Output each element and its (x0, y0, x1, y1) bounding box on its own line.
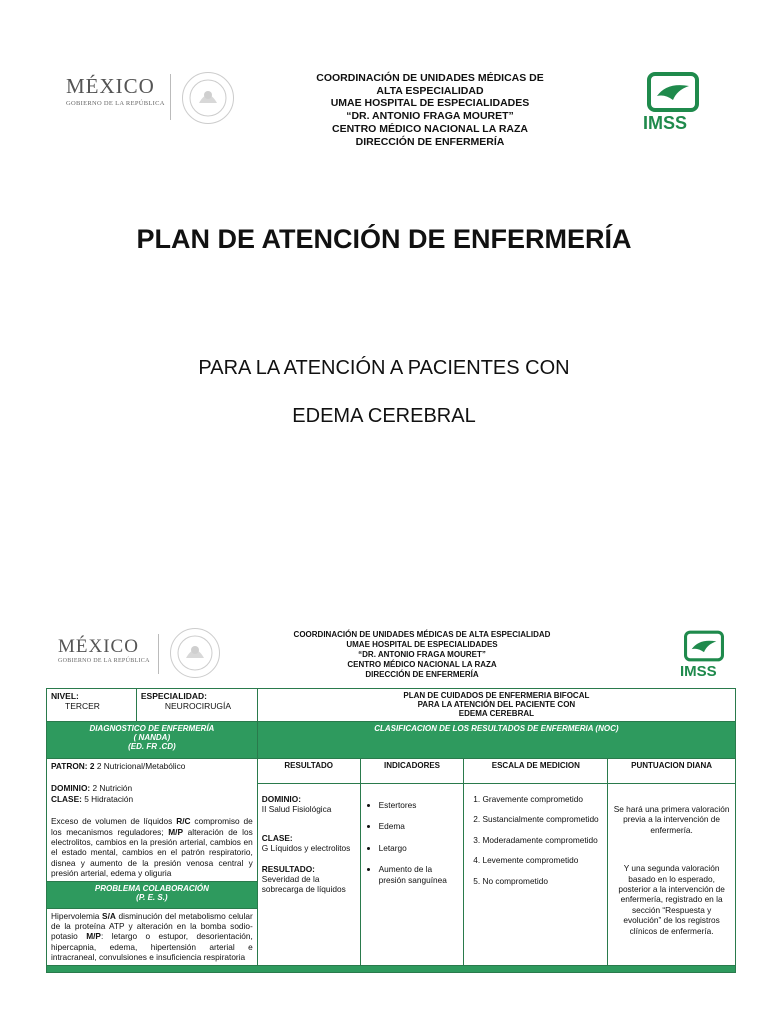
subtitle-line-2: EDEMA CEREBRAL (292, 405, 476, 427)
indicadores-cell (360, 784, 464, 966)
mexico-wordmark-small: MÉXICO (58, 636, 139, 657)
col-header-escala: ESCALA DE MEDICION (464, 759, 608, 784)
res-clase-value: G Líquidos y electrolitos (261, 843, 351, 854)
diagnostico-header (47, 722, 258, 759)
problema-text: Hipervolemia S/A disminución del metabolismo celular de la proteína ATP y alteración en la bomba sodio-potasio M/P: letargo o estupor, desorientación, hipercapnia, edema, hipertensión arterial e intracraneal, convulsiones e insuficiencia respiratoria (51, 910, 253, 963)
plan-title-line: EDEMA CEREBRAL (458, 709, 535, 718)
problema-header-line: (P. E. S.) (136, 892, 168, 902)
imss-logo (643, 72, 703, 132)
nivel-value: TERCER (65, 701, 100, 711)
list-item: 3. Moderadamente comprometido (482, 835, 603, 845)
puntuacion-cell (608, 784, 736, 966)
col-header-resultado: RESULTADO (257, 759, 360, 784)
plan-title-line: PARA LA ATENCIÓN DEL PACIENTE CON (417, 700, 576, 709)
diagnostico-text: Exceso de volumen de líquidos R/C compromiso de los mecanismos reguladores; M/P alteración de los electrolitos, cambios en la presión arterial, cambios en el estado mental, cambios en el patrón respiratorio, disnea y aumento de la presión venosa central y presión arterial, edema y oliguria (51, 816, 253, 879)
table-row (47, 965, 736, 972)
dominio-value: 2 Nutrición (92, 783, 133, 794)
puntuacion-text-2: Y una segunda valoración basado en lo esperado, posterior a la intervención de enfermería, registrado en la sección “Respuesta y evolución” de los registros clínicos de enfermería. (618, 863, 725, 936)
res-resultado-value: Severidad de la sobrecarga de líquidos (261, 874, 346, 895)
mexico-logo-small (58, 636, 158, 676)
header-line: UMAE HOSPITAL DE ESPECIALIDADES (346, 640, 498, 649)
header-line: CENTRO MÉDICO NACIONAL LA RAZA (332, 122, 528, 135)
header-line: DIRECCIÓN DE ENFERMERÍA (365, 670, 479, 679)
resultado-cell (257, 784, 360, 966)
patron-label: PATRON: (51, 761, 88, 771)
imss-eagle-icon-small (684, 630, 724, 662)
table-row (47, 722, 736, 759)
especialidad-value: NEUROCIRUGÍA (164, 701, 231, 711)
logo-divider-small (158, 634, 159, 674)
page-title: PLAN DE ATENCIÓN DE ENFERMERÍA (136, 224, 632, 254)
col-header-indicadores: INDICADORES (360, 759, 464, 784)
table-row (47, 759, 736, 784)
res-resultado-label: RESULTADO: (261, 863, 315, 874)
mexico-logo (66, 74, 166, 114)
nivel-cell (47, 689, 137, 722)
list-item: 1. Gravemente comprometido (482, 794, 603, 804)
nic-header-strip (47, 965, 736, 972)
nivel-label: NIVEL: (51, 691, 79, 701)
col-header-puntuacion: PUNTUACION DIANA (608, 759, 736, 784)
mexico-subtitle: GOBIERNO DE LA REPÚBLICA (66, 100, 165, 107)
diag-header-line: (ED. FR .CD) (128, 742, 176, 751)
problema-header-line: PROBLEMA COLABORACIÓN (94, 883, 209, 893)
subtitle-line-1: PARA LA ATENCIÓN A PACIENTES CON (198, 357, 570, 379)
header-line: UMAE HOSPITAL DE ESPECIALIDADES (330, 97, 530, 110)
imss-eagle-icon (647, 72, 699, 112)
plan-title-line: PLAN DE CUIDADOS DE ENFERMERIA BIFOCAL (403, 691, 590, 700)
care-plan-table (46, 688, 736, 973)
patron-value: 2 Nutricional/Metabólico (96, 761, 186, 771)
imss-wordmark: IMSS (643, 113, 688, 133)
header-line: COORDINACIÓN DE UNIDADES MÉDICAS DE ALTA ESPECIALIDAD (293, 630, 551, 639)
clase-value: 5 Hidratación (84, 793, 134, 804)
dominio-label: DOMINIO: (51, 783, 91, 794)
mexico-subtitle-small: GOBIERNO DE LA REPÚBLICA (58, 658, 150, 664)
list-item: • Letargo (379, 843, 460, 853)
header-line: CENTRO MÉDICO NACIONAL LA RAZA (347, 660, 497, 669)
logo-divider (170, 74, 171, 120)
res-clase-label: CLASE: (261, 832, 293, 843)
res-dominio-value: II Salud Fisiológica (261, 804, 332, 815)
noc-header: CLASIFICACION DE LOS RESULTADOS DE ENFERMERIA (NOC) (257, 722, 735, 759)
diag-header-line: DIAGNOSTICO DE ENFERMERÍA (89, 724, 215, 733)
res-dominio-label: DOMINIO: (261, 794, 301, 804)
table-row (47, 689, 736, 722)
plan-title-cell (257, 689, 735, 722)
imss-logo-small (680, 630, 730, 684)
problema-header (47, 881, 258, 908)
mexico-seal-icon-small (170, 628, 220, 678)
list-item: • Aumento de la presión sanguínea (379, 864, 460, 885)
header-line: “DR. ANTONIO FRAGA MOURET” (346, 110, 514, 123)
list-item: • Edema (379, 821, 460, 831)
escala-cell (464, 784, 608, 966)
list-item: 2. Sustancialmente comprometido (482, 814, 603, 824)
especialidad-label: ESPECIALIDAD: (140, 691, 207, 701)
header-line: COORDINACIÓN DE UNIDADES MÉDICAS DE (316, 72, 544, 84)
header-line: DIRECCIÓN DE ENFERMERÍA (355, 135, 505, 148)
especialidad-cell (136, 689, 257, 722)
diag-header-line: ( NANDA) (133, 733, 171, 742)
header-line: “DR. ANTONIO FRAGA MOURET” (358, 650, 486, 659)
problema-cell (47, 908, 258, 965)
header-line: ALTA ESPECIALIDAD (376, 84, 484, 97)
header-block (250, 72, 610, 148)
header-block-small (262, 630, 582, 680)
diagnostico-cell: PATRON: 2 2 Nutricional/Metabólico DOMINIO: 2 Nutrición CLASE: 5 Hidratación Exceso de volumen de líquidos R/C compromiso de los mecanismos reguladores; M/P alteración de los electrolitos, cambios en la presión arterial, cambios en el estado mental, cambios en el patrón respiratorio, disnea y aumento de la presión venosa central y presión arterial, edema y oliguria (47, 759, 258, 882)
mexico-seal-icon (182, 72, 234, 124)
imss-wordmark-small: IMSS (680, 663, 717, 680)
list-item: 5. No comprometido (482, 876, 603, 886)
mexico-wordmark: MÉXICO (66, 74, 155, 98)
list-item: • Estertores (379, 800, 460, 810)
clase-label: CLASE: (51, 793, 82, 804)
puntuacion-text-1: Se hará una primera valoración previa a la intervención de enfermería. (613, 804, 730, 835)
list-item: 4. Levemente comprometido (482, 855, 603, 865)
